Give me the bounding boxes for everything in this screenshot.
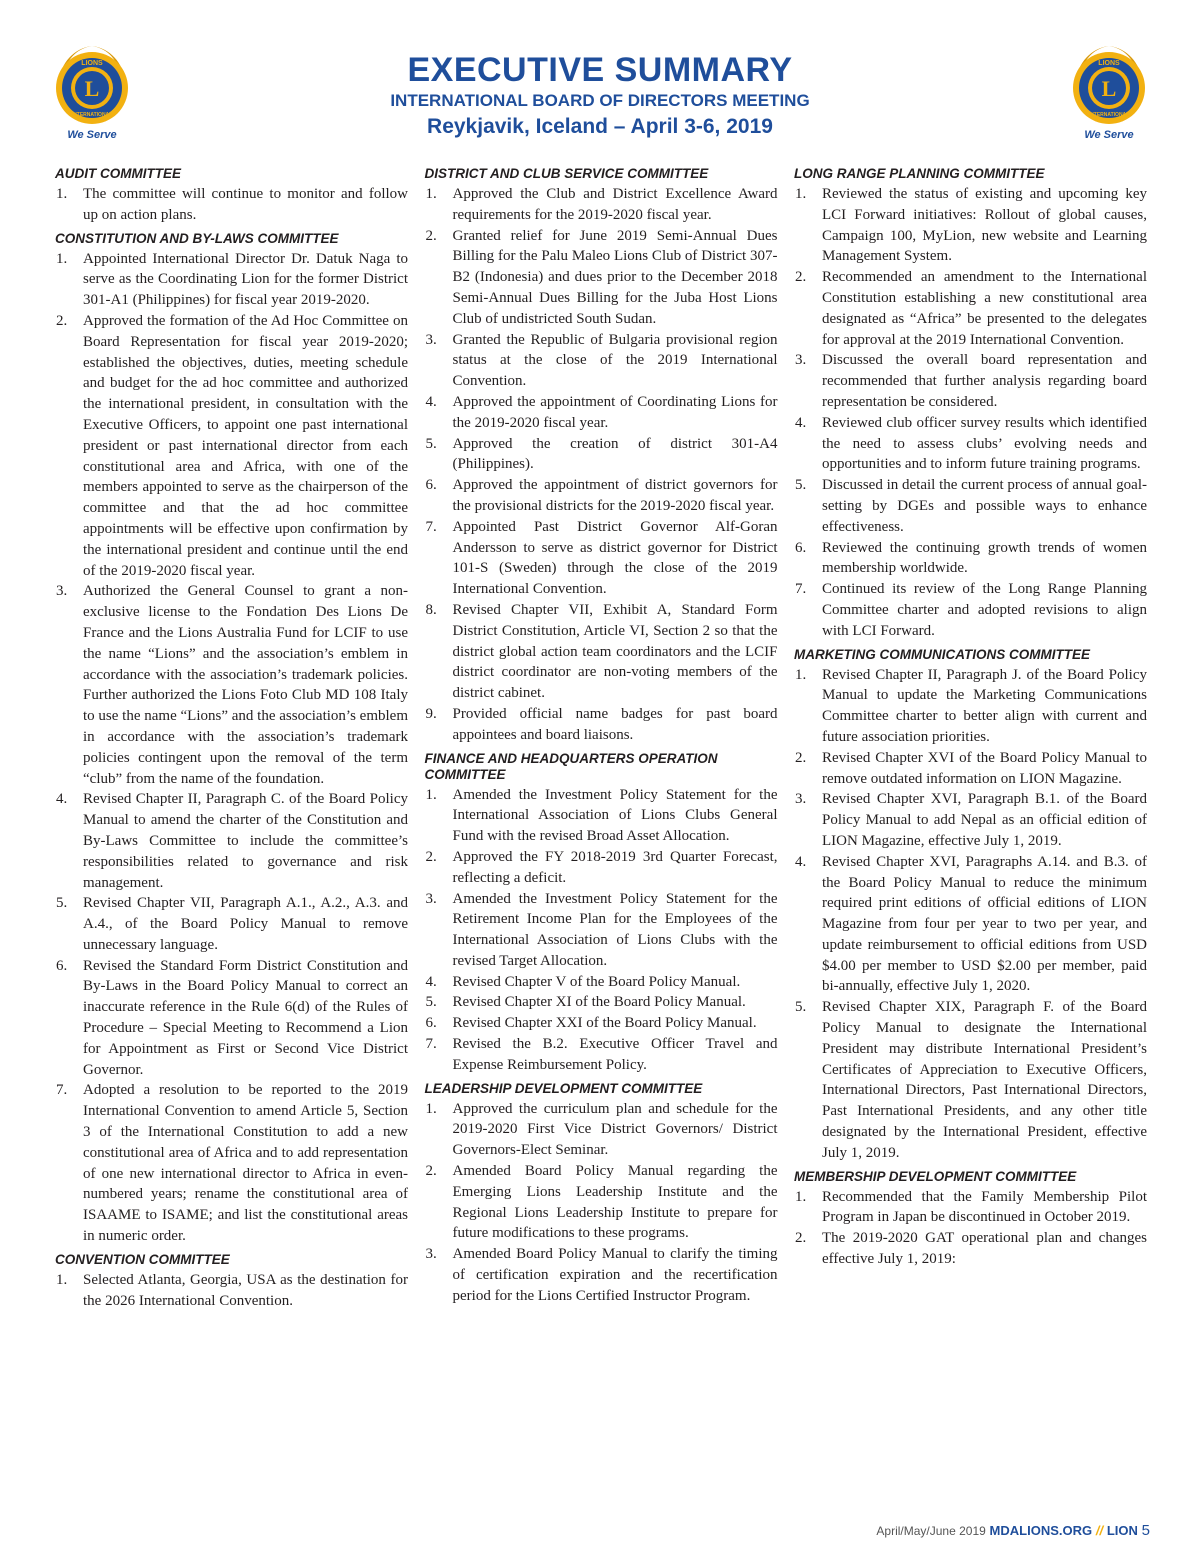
item-number: 1. [425, 1100, 437, 1117]
list-item [425, 392, 778, 434]
item-number: 2. [56, 312, 68, 329]
item-number: 4. [795, 414, 807, 431]
section-heading: MEMBERSHIP DEVELOPMENT COMMITTEE [794, 1168, 1077, 1184]
item-number: 6. [425, 1015, 437, 1032]
item-text: Revised Chapter II, Paragraph C. of the Board Policy Manual to amend the charter of the Constitution and By-Laws Committee to include the committee’s responsibilities related to governance and risk management. [83, 791, 408, 891]
magazine-name: LION [1106, 1523, 1138, 1538]
section-heading: FINANCE AND HEADQUARTERS OPERATION COMMITTEE [424, 750, 718, 782]
item-text: Recommended an amendment to the International Constitution establishing a new constitutional area designated as “Africa” be presented to the delegates for approval at the 2019 International Convention. [822, 269, 1147, 348]
list-item [425, 1099, 778, 1161]
list-item [794, 997, 1147, 1163]
lions-emblem-icon [48, 44, 136, 128]
item-number: 3. [795, 791, 807, 808]
item-number: 1. [425, 186, 437, 202]
section-list [425, 184, 778, 746]
item-text: The committee will continue to monitor and follow up on action plans. [83, 186, 408, 223]
list-item [794, 665, 1147, 748]
section-list [794, 184, 1147, 642]
list-item [794, 1187, 1147, 1229]
item-text: Granted the Republic of Bulgaria provisional region status at the close of the 2019 International Convention. [452, 331, 778, 390]
section-heading: CONSTITUTION AND BY-LAWS COMMITTEE [55, 230, 339, 246]
item-number: 9. [425, 705, 437, 722]
item-number: 2. [795, 269, 807, 286]
item-text: Appointed International Director Dr. Datuk Naga to serve as the Coordinating Lion for the former District 301-A1 (Philippines) for fiscal year 2019-2020. [83, 250, 408, 309]
list-item [55, 581, 408, 789]
item-number: 1. [56, 250, 68, 267]
list-item [55, 249, 408, 311]
item-number: 3. [425, 890, 437, 907]
item-number: 7. [425, 518, 437, 535]
list-item [55, 184, 408, 226]
list-item [794, 538, 1147, 580]
list-item [425, 226, 778, 330]
list-item [55, 789, 408, 893]
list-item [425, 475, 778, 517]
section-heading: AUDIT COMMITTEE [55, 166, 181, 181]
item-text: Approved the curriculum plan and schedule for the 2019-2020 First Vice District Governors/ District Governors-Elect Seminar. [452, 1100, 778, 1159]
item-text: Revised Chapter XVI, Paragraphs A.14. and B.3. of the Board Policy Manual to reduce the minimum required print editions of official editions of LION Magazine from four per year to two per year, and update reimbursement to official editions from USD $4.00 per member to USD $2.00 per member, paid bi-annually, effective July 1, 2020. [822, 853, 1147, 995]
item-number: 2. [425, 848, 437, 865]
item-text: Discussed in detail the current process of annual goal-setting by DGEs and possible ways to enhance effectiveness. [822, 477, 1147, 535]
item-number: 8. [425, 601, 437, 618]
item-text: Revised Chapter XVI of the Board Policy Manual to remove outdated information on LION Magazine. [822, 749, 1147, 787]
item-number: 4. [425, 973, 437, 990]
issue-date: April/May/June 2019 [876, 1524, 986, 1538]
list-item [794, 1228, 1147, 1270]
section-list [794, 1187, 1147, 1270]
item-text: Revised Chapter XIX, Paragraph F. of the Board Policy Manual to designate the International President may distribute International President’s Certificates of Appreciation to Executive Officers, International Directors, Past International Directors, Past International Presidents, and any other title designated by the International President, effective July 1, 2019. [822, 999, 1147, 1161]
section-list [55, 184, 408, 226]
item-text: Authorized the General Counsel to grant a non-exclusive license to the Fondation Des Lions De France and the Lions Australia Fund for LCIF to use the name “Lions” and the association’s emblem in accordance with the association’s trademark policies. Further authorized the Lions Foto Club MD 108 Italy to use the name “Lions” and the association’s emblem in accordance with the association’s trademark policies contingent upon the removal of the term “club” from the name of the foundation. [83, 583, 408, 787]
column-1 [55, 166, 408, 1311]
page-header [0, 50, 1200, 141]
logo-text-bottom: INTERNATIONAL [71, 112, 113, 118]
column-2 [425, 166, 778, 1311]
item-number: 5. [795, 999, 807, 1016]
logo-text-top: LIONS [81, 60, 103, 67]
list-item [425, 992, 778, 1013]
item-text: Revised Chapter VII, Exhibit A, Standard Form District Constitution, Article VI, Section 2 so that the district global action team coordinators and the LCIF district coordinator are non-voting members of the district cabinet. [452, 601, 778, 702]
page-number: 5 [1141, 1522, 1150, 1539]
logo-letter: L [84, 76, 100, 101]
list-item [425, 972, 778, 993]
section-heading: CONVENTION COMMITTEE [55, 1251, 230, 1267]
item-text: Amended the Investment Policy Statement for the International Association of Lions Clubs General Fund with the revised Broad Asset Allocation. [452, 786, 778, 845]
item-number: 1. [425, 786, 437, 803]
lions-emblem-icon [1065, 44, 1153, 128]
item-text: Approved the creation of district 301-A4 (Philippines). [452, 435, 778, 473]
list-item [425, 184, 778, 226]
item-number: 5. [425, 435, 437, 452]
list-item [425, 1161, 778, 1244]
item-number: 3. [425, 1246, 437, 1263]
section-list [55, 1270, 408, 1312]
section-list [425, 1099, 778, 1307]
item-text: Revised the Standard Form District Constitution and By-Laws in the Board Policy Manual to correct an inaccurate reference in the Rule 6(d) of the Rules of Procedure – Special Meeting to Recommend a Lion for Appointment as First or Second Vice District Governor. [83, 957, 408, 1078]
section-list [794, 665, 1147, 1164]
page-title: EXECUTIVE SUMMARY [407, 51, 793, 89]
item-number: 1. [56, 186, 68, 202]
item-number: 7. [56, 1082, 68, 1099]
item-text: Discussed the overall board representation and recommended that further analysis regarding board representation be considered. [822, 352, 1147, 410]
list-item [794, 184, 1147, 267]
item-number: 3. [795, 352, 807, 369]
item-text: The 2019-2020 GAT operational plan and changes effective July 1, 2019: [822, 1230, 1147, 1268]
list-item [425, 1244, 778, 1306]
item-number: 3. [425, 331, 437, 348]
item-text: Amended Board Policy Manual regarding the Emerging Lions Leadership Institute and the Regional Lions Leadership Institute to prepare for future modifications to these programs. [452, 1163, 778, 1242]
section-heading: LONG RANGE PLANNING COMMITTEE [794, 166, 1045, 181]
column-3 [794, 166, 1147, 1311]
lions-logo-right [1065, 44, 1153, 148]
item-number: 7. [795, 581, 807, 598]
list-item [794, 350, 1147, 412]
list-item [425, 434, 778, 476]
logo-letter: L [1101, 76, 1117, 101]
item-text: Continued its review of the Long Range Planning Committee charter and adopted revisions to align with LCI Forward. [822, 581, 1147, 639]
item-number: 1. [795, 666, 807, 683]
list-item [794, 579, 1147, 641]
item-number: 6. [425, 477, 437, 494]
item-number: 4. [56, 791, 68, 808]
item-text: Approved the Club and District Excellence Award requirements for the 2019-2020 fiscal year. [452, 186, 778, 223]
list-item [794, 475, 1147, 537]
item-text: Amended Board Policy Manual to clarify the timing of certification expiration and the recertification period for the Lions Certified Instructor Program. [452, 1246, 778, 1304]
item-text: Revised Chapter XI of the Board Policy Manual. [452, 994, 746, 1011]
logo-motto: We Serve [67, 129, 117, 141]
item-number: 2. [425, 1163, 437, 1180]
page-subtitle: INTERNATIONAL BOARD OF DIRECTORS MEETING [390, 91, 810, 110]
item-number: 7. [425, 1036, 437, 1053]
footer-separator: // [1095, 1523, 1104, 1538]
item-text: Adopted a resolution to be reported to the 2019 International Convention to amend Article 5, Section 3 of the International Constitution to add a new constitutional area of Africa and to add representation of one new international director to Africa in even-numbered years; rename the constitutional area of ISAAME to ISAME; and list the constitutional areas in numeric order. [83, 1082, 408, 1245]
list-item [794, 413, 1147, 475]
item-number: 2. [795, 1230, 807, 1247]
meeting-location: Reykjavik, Iceland – April 3-6, 2019 [427, 115, 773, 138]
item-text: Approved the appointment of Coordinating Lions for the 2019-2020 fiscal year. [452, 393, 778, 431]
logo-text-top: LIONS [1098, 60, 1120, 67]
item-text: Recommended that the Family Membership Pilot Program in Japan be discontinued in October 2019. [822, 1188, 1147, 1226]
item-text: Amended the Investment Policy Statement for the Retirement Income Plan for the Employees of the International Association of Lions Clubs with the revised Target Allocation. [452, 890, 778, 969]
item-text: Revised Chapter VII, Paragraph A.1., A.2., A.3. and A.4., of the Board Policy Manual to remove unnecessary language. [83, 895, 408, 953]
section-list [425, 785, 778, 1076]
item-text: Revised Chapter V of the Board Policy Manual. [452, 973, 741, 990]
item-text: Reviewed the continuing growth trends of women membership worldwide. [822, 539, 1147, 577]
item-number: 5. [795, 477, 807, 494]
section-heading: LEADERSHIP DEVELOPMENT COMMITTEE [424, 1080, 703, 1096]
list-item [55, 893, 408, 955]
item-text: Appointed Past District Governor Alf-Goran Andersson to serve as district governor for District 101-S (Sweden) through the close of the 2019 International Convention. [452, 518, 778, 598]
item-text: Reviewed the status of existing and upcoming key LCI Forward initiatives: Rollout of global causes, Campaign 100, MyLion, new website and Learning Management System. [822, 186, 1147, 265]
list-item [425, 1034, 778, 1076]
item-number: 4. [795, 853, 807, 870]
item-text: Approved the formation of the Ad Hoc Committee on Board Representation for fiscal year 2019-2020; established the objectives, duties, meeting schedule and budget for the ad hoc committee and authorized the international president, in consultation with the Executive Officers, to appoint one past international president or past international director from each constitutional area and Africa, with one of the members appointed to serve as the chairperson of the committee and that the ad hoc committee appointments will be effective upon confirmation by the international president and continue until the end of the 2019-2020 fiscal year. [83, 312, 408, 579]
list-item [55, 1080, 408, 1246]
item-text: Revised Chapter XVI, Paragraph B.1. of the Board Policy Manual to add Nepal as an official edition of LION Magazine, effective July 1, 2019. [822, 791, 1147, 849]
list-item [794, 267, 1147, 350]
item-number: 5. [56, 895, 68, 912]
list-item [794, 789, 1147, 851]
site-link[interactable]: MDALIONS.ORG [989, 1523, 1093, 1538]
summary-columns [55, 166, 1147, 1311]
section-heading: DISTRICT AND CLUB SERVICE COMMITTEE [424, 166, 709, 181]
list-item [55, 311, 408, 581]
item-number: 1. [56, 1271, 68, 1288]
item-number: 1. [795, 186, 807, 202]
list-item [425, 847, 778, 889]
item-text: Revised Chapter XXI of the Board Policy Manual. [452, 1015, 757, 1032]
item-number: 6. [795, 539, 807, 556]
page-footer [876, 1521, 1150, 1541]
item-text: Revised Chapter II, Paragraph J. of the Board Policy Manual to update the Marketing Communications Committee charter to better align with current and future association priorities. [822, 666, 1147, 745]
item-text: Approved the appointment of district governors for the provisional districts for the 2019-2020 fiscal year. [452, 477, 778, 514]
list-item [425, 889, 778, 972]
list-item [425, 785, 778, 847]
item-text: Provided official name badges for past board appointees and board liaisons. [452, 705, 778, 743]
logo-motto: We Serve [1084, 129, 1134, 141]
item-text: Selected Atlanta, Georgia, USA as the destination for the 2026 International Convention. [83, 1271, 408, 1309]
item-text: Approved the FY 2018-2019 3rd Quarter Forecast, reflecting a deficit. [452, 848, 778, 886]
item-text: Granted relief for June 2019 Semi-Annual Dues Billing for the Palu Maleo Lions Club of District 307-B2 (Indonesia) and dues prior to the December 2018 Semi-Annual Dues Billing for the Juba Host Lions Club of undistricted South Sudan. [452, 227, 778, 327]
list-item [425, 600, 778, 704]
item-number: 4. [425, 393, 437, 410]
list-item [425, 330, 778, 392]
section-heading: MARKETING COMMUNICATIONS COMMITTEE [794, 646, 1090, 662]
item-number: 2. [425, 227, 437, 244]
logo-text-bottom: INTERNATIONAL [1088, 112, 1130, 118]
list-item [425, 704, 778, 746]
list-item [794, 748, 1147, 790]
list-item [55, 1270, 408, 1312]
item-text: Revised the B.2. Executive Officer Travel and Expense Reimbursement Policy. [452, 1036, 778, 1073]
section-list [55, 249, 408, 1247]
item-number: 6. [56, 957, 68, 974]
item-number: 2. [795, 749, 807, 766]
list-item [425, 517, 778, 600]
item-number: 1. [795, 1188, 807, 1205]
list-item [55, 956, 408, 1081]
item-number: 3. [56, 583, 68, 600]
lions-logo-left [48, 44, 136, 148]
item-text: Reviewed club officer survey results which identified the need to assess clubs’ evolving needs and opportunities and to inform future training programs. [822, 414, 1147, 473]
item-number: 5. [425, 994, 437, 1011]
list-item [425, 1013, 778, 1034]
list-item [794, 852, 1147, 998]
